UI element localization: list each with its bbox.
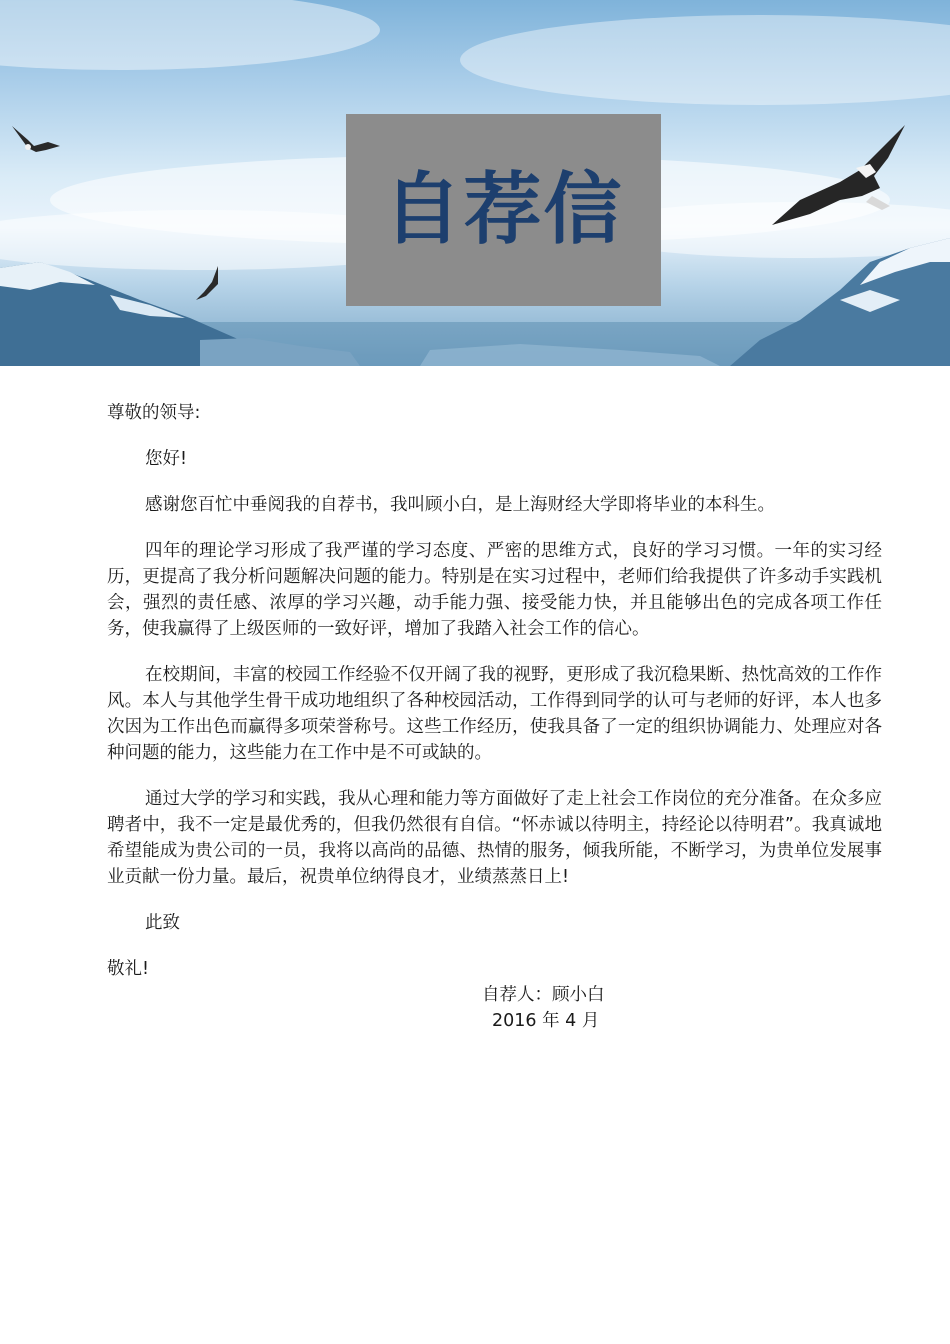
eagle-left bbox=[12, 126, 60, 152]
letter-body bbox=[107, 400, 882, 1034]
salutation: 尊敬的领导: bbox=[107, 403, 201, 423]
letter-date: 2016 年 4 月 bbox=[492, 1011, 600, 1031]
paragraph-study: 四年的理论学习形成了我严谨的学习态度、严密的思维方式，良好的学习习惯。一年的实习经历，更提高了我分析问题解决问题的能力。特别是在实习过程中，老师们给我提供了许多动手实践机会，强烈的责任感、浓厚的学习兴趣，动手能力强、接受能力快，并且能够出色的完成各项工作任务，使我赢得了上级医师的一致好评，增加了我踏入社会工作的信心。 bbox=[107, 541, 882, 639]
header-banner bbox=[0, 0, 950, 366]
title-box bbox=[346, 114, 661, 306]
greeting: 您好! bbox=[145, 449, 188, 469]
eagle-center bbox=[196, 266, 218, 300]
regards: 敬礼! bbox=[107, 959, 150, 979]
signature: 自荐人：顾小白 bbox=[482, 985, 605, 1005]
paragraph-campus: 在校期间，丰富的校园工作经验不仅开阔了我的视野，更形成了我沉稳果断、热忱高效的工作作风。本人与其他学生骨干成功地组织了各种校园活动，工作得到同学的认可与老师的好评，本人也多次因为工作出色而赢得多项荣誉称号。这些工作经历，使我具备了一定的组织协调能力、处理应对各种问题的能力，这些能力在工作中是不可或缺的。 bbox=[107, 665, 882, 763]
paragraph-intro: 感谢您百忙中垂阅我的自荐书，我叫顾小白，是上海财经大学即将毕业的本科生。 bbox=[145, 495, 775, 515]
page-title: 自荐信 bbox=[383, 165, 624, 255]
closing: 此致 bbox=[145, 913, 180, 933]
paragraph-closing: 通过大学的学习和实践，我从心理和能力等方面做好了走上社会工作岗位的充分准备。在众多应聘者中，我不一定是最优秀的，但我仍然很有自信。“怀赤诚以待明主，持经论以待明君”。我真诚地希望能成为贵公司的一员，我将以高尚的品德、热情的服务，倾我所能，不断学习，为贵单位发展事业贡献一份力量。最后，祝贵单位纳得良才，业绩蒸蒸日上! bbox=[107, 789, 882, 887]
